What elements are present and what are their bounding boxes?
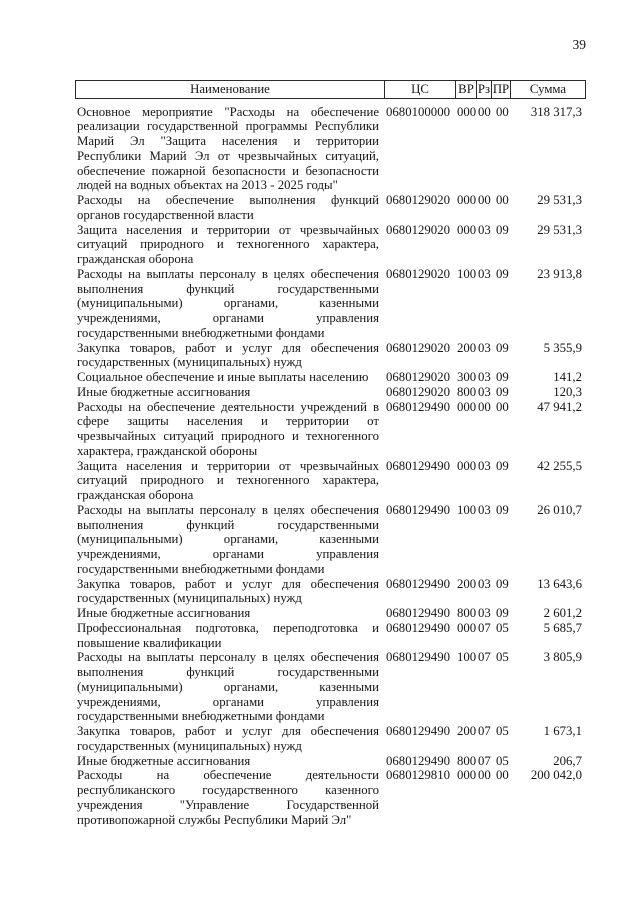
row-pr: 05 bbox=[496, 650, 509, 665]
row-name bbox=[77, 223, 379, 267]
row-cs: 0680129490 bbox=[386, 753, 450, 768]
row-vr: 200 bbox=[457, 340, 477, 355]
row-name-line: Закупка товаров, работ и услуг для обеспечения bbox=[77, 724, 379, 739]
row-pr: 00 bbox=[496, 193, 509, 208]
row-name-line: Основное мероприятие "Расходы на обеспечение bbox=[77, 104, 379, 119]
row-name-line: учреждения "Управление Государственной bbox=[77, 797, 379, 812]
row-name-line: органов государственной власти bbox=[77, 207, 254, 222]
row-name-line: сфере защиты населения и территории от bbox=[77, 414, 379, 429]
row-rz: 03 bbox=[478, 458, 491, 473]
table-row bbox=[0, 577, 636, 607]
row-vr: 000 bbox=[457, 104, 477, 119]
row-name-line: Расходы на обеспечение деятельности учреждений в bbox=[77, 399, 379, 414]
row-cs: 0680129490 bbox=[386, 724, 450, 739]
row-name-line: Расходы на обеспечение деятельности bbox=[77, 768, 379, 783]
row-cs: 0680129490 bbox=[386, 576, 450, 591]
row-name bbox=[77, 370, 379, 385]
row-name-line: государственных (муниципальных) нужд bbox=[77, 738, 302, 753]
row-name-line: Расходы на обеспечение выполнения функций bbox=[77, 193, 379, 208]
row-name bbox=[77, 193, 379, 223]
row-name-line: Иные бюджетные ассигнования bbox=[77, 384, 251, 399]
row-vr: 800 bbox=[457, 606, 477, 621]
row-amount: 5 355,9 bbox=[543, 340, 582, 355]
row-amount: 29 531,3 bbox=[537, 193, 582, 208]
header-vr: ВР bbox=[455, 80, 476, 99]
row-name-line: Защита населения и территории от чрезвычайных bbox=[77, 222, 379, 237]
row-name-line: Марий Эл "Защита населения и территории bbox=[77, 134, 379, 149]
row-name-line: Защита населения и территории от чрезвычайных bbox=[77, 458, 379, 473]
row-name-line: противопожарной службы Республики Марий Эл" bbox=[77, 812, 352, 827]
row-cs: 0680129020 bbox=[386, 370, 450, 385]
row-name-line: людей на водных объектах на 2013 - 2025 годы" bbox=[77, 178, 338, 193]
row-vr: 000 bbox=[457, 399, 477, 414]
row-cs: 0680100000 bbox=[386, 104, 450, 119]
table-row bbox=[0, 650, 636, 724]
row-name bbox=[77, 724, 379, 754]
table-row bbox=[0, 385, 636, 400]
row-name-line: Закупка товаров, работ и услуг для обеспечения bbox=[77, 576, 379, 591]
row-name-line: Социальное обеспечение и иные выплаты населению bbox=[77, 370, 369, 385]
table-row bbox=[0, 768, 636, 827]
row-name bbox=[77, 621, 379, 651]
row-pr: 00 bbox=[496, 768, 509, 783]
row-amount: 206,7 bbox=[553, 753, 582, 768]
row-rz: 03 bbox=[478, 606, 491, 621]
row-name-line: государственными внебюджетными фондами bbox=[77, 561, 325, 576]
row-vr: 800 bbox=[457, 384, 477, 399]
row-rz: 00 bbox=[478, 399, 491, 414]
row-name bbox=[77, 385, 379, 400]
row-pr: 09 bbox=[496, 266, 509, 281]
row-name-line: выполнения функций государственными bbox=[77, 665, 379, 680]
row-name-line: учреждениями, органами управления bbox=[77, 694, 379, 709]
row-rz: 03 bbox=[478, 384, 491, 399]
row-name-line: государственных (муниципальных) нужд bbox=[77, 355, 302, 370]
row-name bbox=[77, 577, 379, 607]
row-name bbox=[77, 650, 379, 724]
page-number: 39 bbox=[572, 37, 586, 52]
row-cs: 0680129490 bbox=[386, 399, 450, 414]
row-pr: 09 bbox=[496, 502, 509, 517]
row-name-line: выполнения функций государственными bbox=[77, 281, 379, 296]
row-amount: 29 531,3 bbox=[537, 222, 582, 237]
row-name-line: выполнения функций государственными bbox=[77, 517, 379, 532]
row-vr: 100 bbox=[457, 650, 477, 665]
row-pr: 09 bbox=[496, 340, 509, 355]
row-name bbox=[77, 105, 379, 194]
row-name-line: реализации государственной программы Республики bbox=[77, 119, 379, 134]
row-name-line: Расходы на выплаты персоналу в целях обеспечения bbox=[77, 650, 379, 665]
row-pr: 09 bbox=[496, 458, 509, 473]
table-row bbox=[0, 267, 636, 341]
row-name-line: Иные бюджетные ассигнования bbox=[77, 606, 251, 621]
row-cs: 0680129020 bbox=[386, 266, 450, 281]
row-cs: 0680129490 bbox=[386, 620, 450, 635]
row-name bbox=[77, 606, 379, 621]
row-cs: 0680129810 bbox=[386, 768, 450, 783]
table-row bbox=[0, 341, 636, 371]
row-vr: 100 bbox=[457, 266, 477, 281]
table-row bbox=[0, 606, 636, 621]
row-amount: 200 042,0 bbox=[530, 768, 582, 783]
row-rz: 07 bbox=[478, 620, 491, 635]
table-row bbox=[0, 459, 636, 503]
header-pr: ПР bbox=[491, 80, 510, 99]
row-pr: 09 bbox=[496, 606, 509, 621]
row-amount: 141,2 bbox=[553, 370, 582, 385]
row-vr: 000 bbox=[457, 620, 477, 635]
row-name-line: Расходы на выплаты персоналу в целях обеспечения bbox=[77, 502, 379, 517]
row-rz: 03 bbox=[478, 370, 491, 385]
table-body bbox=[0, 105, 636, 828]
row-name bbox=[77, 341, 379, 371]
row-vr: 200 bbox=[457, 724, 477, 739]
row-vr: 300 bbox=[457, 370, 477, 385]
table-row bbox=[0, 223, 636, 267]
row-name-line: ситуаций природного и техногенного характера, bbox=[77, 237, 379, 252]
row-amount: 42 255,5 bbox=[537, 458, 582, 473]
row-name-line: Профессиональная подготовка, переподготовка и bbox=[77, 620, 379, 635]
row-name-line: Расходы на выплаты персоналу в целях обеспечения bbox=[77, 266, 379, 281]
row-name-line: Иные бюджетные ассигнования bbox=[77, 753, 251, 768]
row-amount: 13 643,6 bbox=[537, 576, 582, 591]
row-name bbox=[77, 267, 379, 341]
row-amount: 23 913,8 bbox=[537, 266, 582, 281]
row-amount: 1 673,1 bbox=[543, 724, 582, 739]
row-name-line: чрезвычайных ситуаций природного и техногенного bbox=[77, 429, 379, 444]
row-vr: 100 bbox=[457, 502, 477, 517]
table-row bbox=[0, 105, 636, 194]
row-amount: 47 941,2 bbox=[537, 399, 582, 414]
row-name-line: государственными внебюджетными фондами bbox=[77, 325, 325, 340]
row-name-line: (муниципальными) органами, казенными bbox=[77, 532, 379, 547]
row-amount: 26 010,7 bbox=[537, 502, 582, 517]
row-cs: 0680129490 bbox=[386, 502, 450, 517]
row-name-line: (муниципальными) органами, казенными bbox=[77, 679, 379, 694]
row-name-line: учреждениями, органами управления bbox=[77, 311, 379, 326]
table-row bbox=[0, 193, 636, 223]
row-rz: 03 bbox=[478, 576, 491, 591]
row-name-line: повышение квалификации bbox=[77, 635, 222, 650]
header-name: Наименование bbox=[75, 80, 384, 99]
row-rz: 03 bbox=[478, 502, 491, 517]
row-vr: 000 bbox=[457, 768, 477, 783]
row-name-line: ситуаций природного и техногенного характера, bbox=[77, 473, 379, 488]
row-vr: 800 bbox=[457, 753, 477, 768]
row-name-line: государственными внебюджетными фондами bbox=[77, 709, 325, 724]
row-rz: 07 bbox=[478, 753, 491, 768]
table-row bbox=[0, 400, 636, 459]
row-name-line: республиканского государственного казенного bbox=[77, 783, 379, 798]
row-name-line: (муниципальными) органами, казенными bbox=[77, 296, 379, 311]
row-pr: 00 bbox=[496, 399, 509, 414]
row-amount: 3 805,9 bbox=[543, 650, 582, 665]
row-pr: 00 bbox=[496, 104, 509, 119]
row-name-line: учреждениями, органами управления bbox=[77, 547, 379, 562]
row-cs: 0680129020 bbox=[386, 384, 450, 399]
row-name-line: гражданская оборона bbox=[77, 252, 194, 267]
row-amount: 5 685,7 bbox=[543, 620, 582, 635]
row-name-line: государственных (муниципальных) нужд bbox=[77, 591, 302, 606]
row-name bbox=[77, 459, 379, 503]
row-name bbox=[77, 768, 379, 827]
row-cs: 0680129020 bbox=[386, 193, 450, 208]
row-vr: 200 bbox=[457, 576, 477, 591]
row-name-line: обеспечение пожарной безопасности и безопасности bbox=[77, 163, 379, 178]
row-name bbox=[77, 503, 379, 577]
row-rz: 00 bbox=[478, 768, 491, 783]
row-pr: 09 bbox=[496, 370, 509, 385]
row-rz: 07 bbox=[478, 650, 491, 665]
row-name bbox=[77, 754, 379, 769]
row-amount: 2 601,2 bbox=[543, 606, 582, 621]
header-amount: Сумма bbox=[510, 80, 586, 99]
row-cs: 0680129490 bbox=[386, 606, 450, 621]
row-cs: 0680129020 bbox=[386, 340, 450, 355]
row-vr: 000 bbox=[457, 222, 477, 237]
row-pr: 09 bbox=[496, 222, 509, 237]
table-row bbox=[0, 754, 636, 769]
row-rz: 03 bbox=[478, 222, 491, 237]
row-amount: 318 317,3 bbox=[530, 104, 582, 119]
row-name bbox=[77, 400, 379, 459]
row-vr: 000 bbox=[457, 458, 477, 473]
row-amount: 120,3 bbox=[553, 384, 582, 399]
row-cs: 0680129020 bbox=[386, 222, 450, 237]
table-row bbox=[0, 503, 636, 577]
row-rz: 00 bbox=[478, 104, 491, 119]
row-pr: 09 bbox=[496, 384, 509, 399]
row-pr: 09 bbox=[496, 576, 509, 591]
row-name-line: характера, гражданской обороны bbox=[77, 443, 258, 458]
header-cs: ЦС bbox=[384, 80, 455, 99]
table-row bbox=[0, 370, 636, 385]
row-cs: 0680129490 bbox=[386, 458, 450, 473]
header-rz: Рз bbox=[476, 80, 491, 99]
row-name-line: Республики Марий Эл от чрезвычайных ситуаций, bbox=[77, 148, 379, 163]
row-vr: 000 bbox=[457, 193, 477, 208]
row-name-line: гражданская оборона bbox=[77, 488, 194, 503]
row-pr: 05 bbox=[496, 620, 509, 635]
table-row bbox=[0, 724, 636, 754]
row-rz: 03 bbox=[478, 266, 491, 281]
row-rz: 00 bbox=[478, 193, 491, 208]
table-row bbox=[0, 621, 636, 651]
row-name-line: Закупка товаров, работ и услуг для обеспечения bbox=[77, 340, 379, 355]
row-pr: 05 bbox=[496, 753, 509, 768]
row-cs: 0680129490 bbox=[386, 650, 450, 665]
row-rz: 07 bbox=[478, 724, 491, 739]
row-rz: 03 bbox=[478, 340, 491, 355]
row-pr: 05 bbox=[496, 724, 509, 739]
